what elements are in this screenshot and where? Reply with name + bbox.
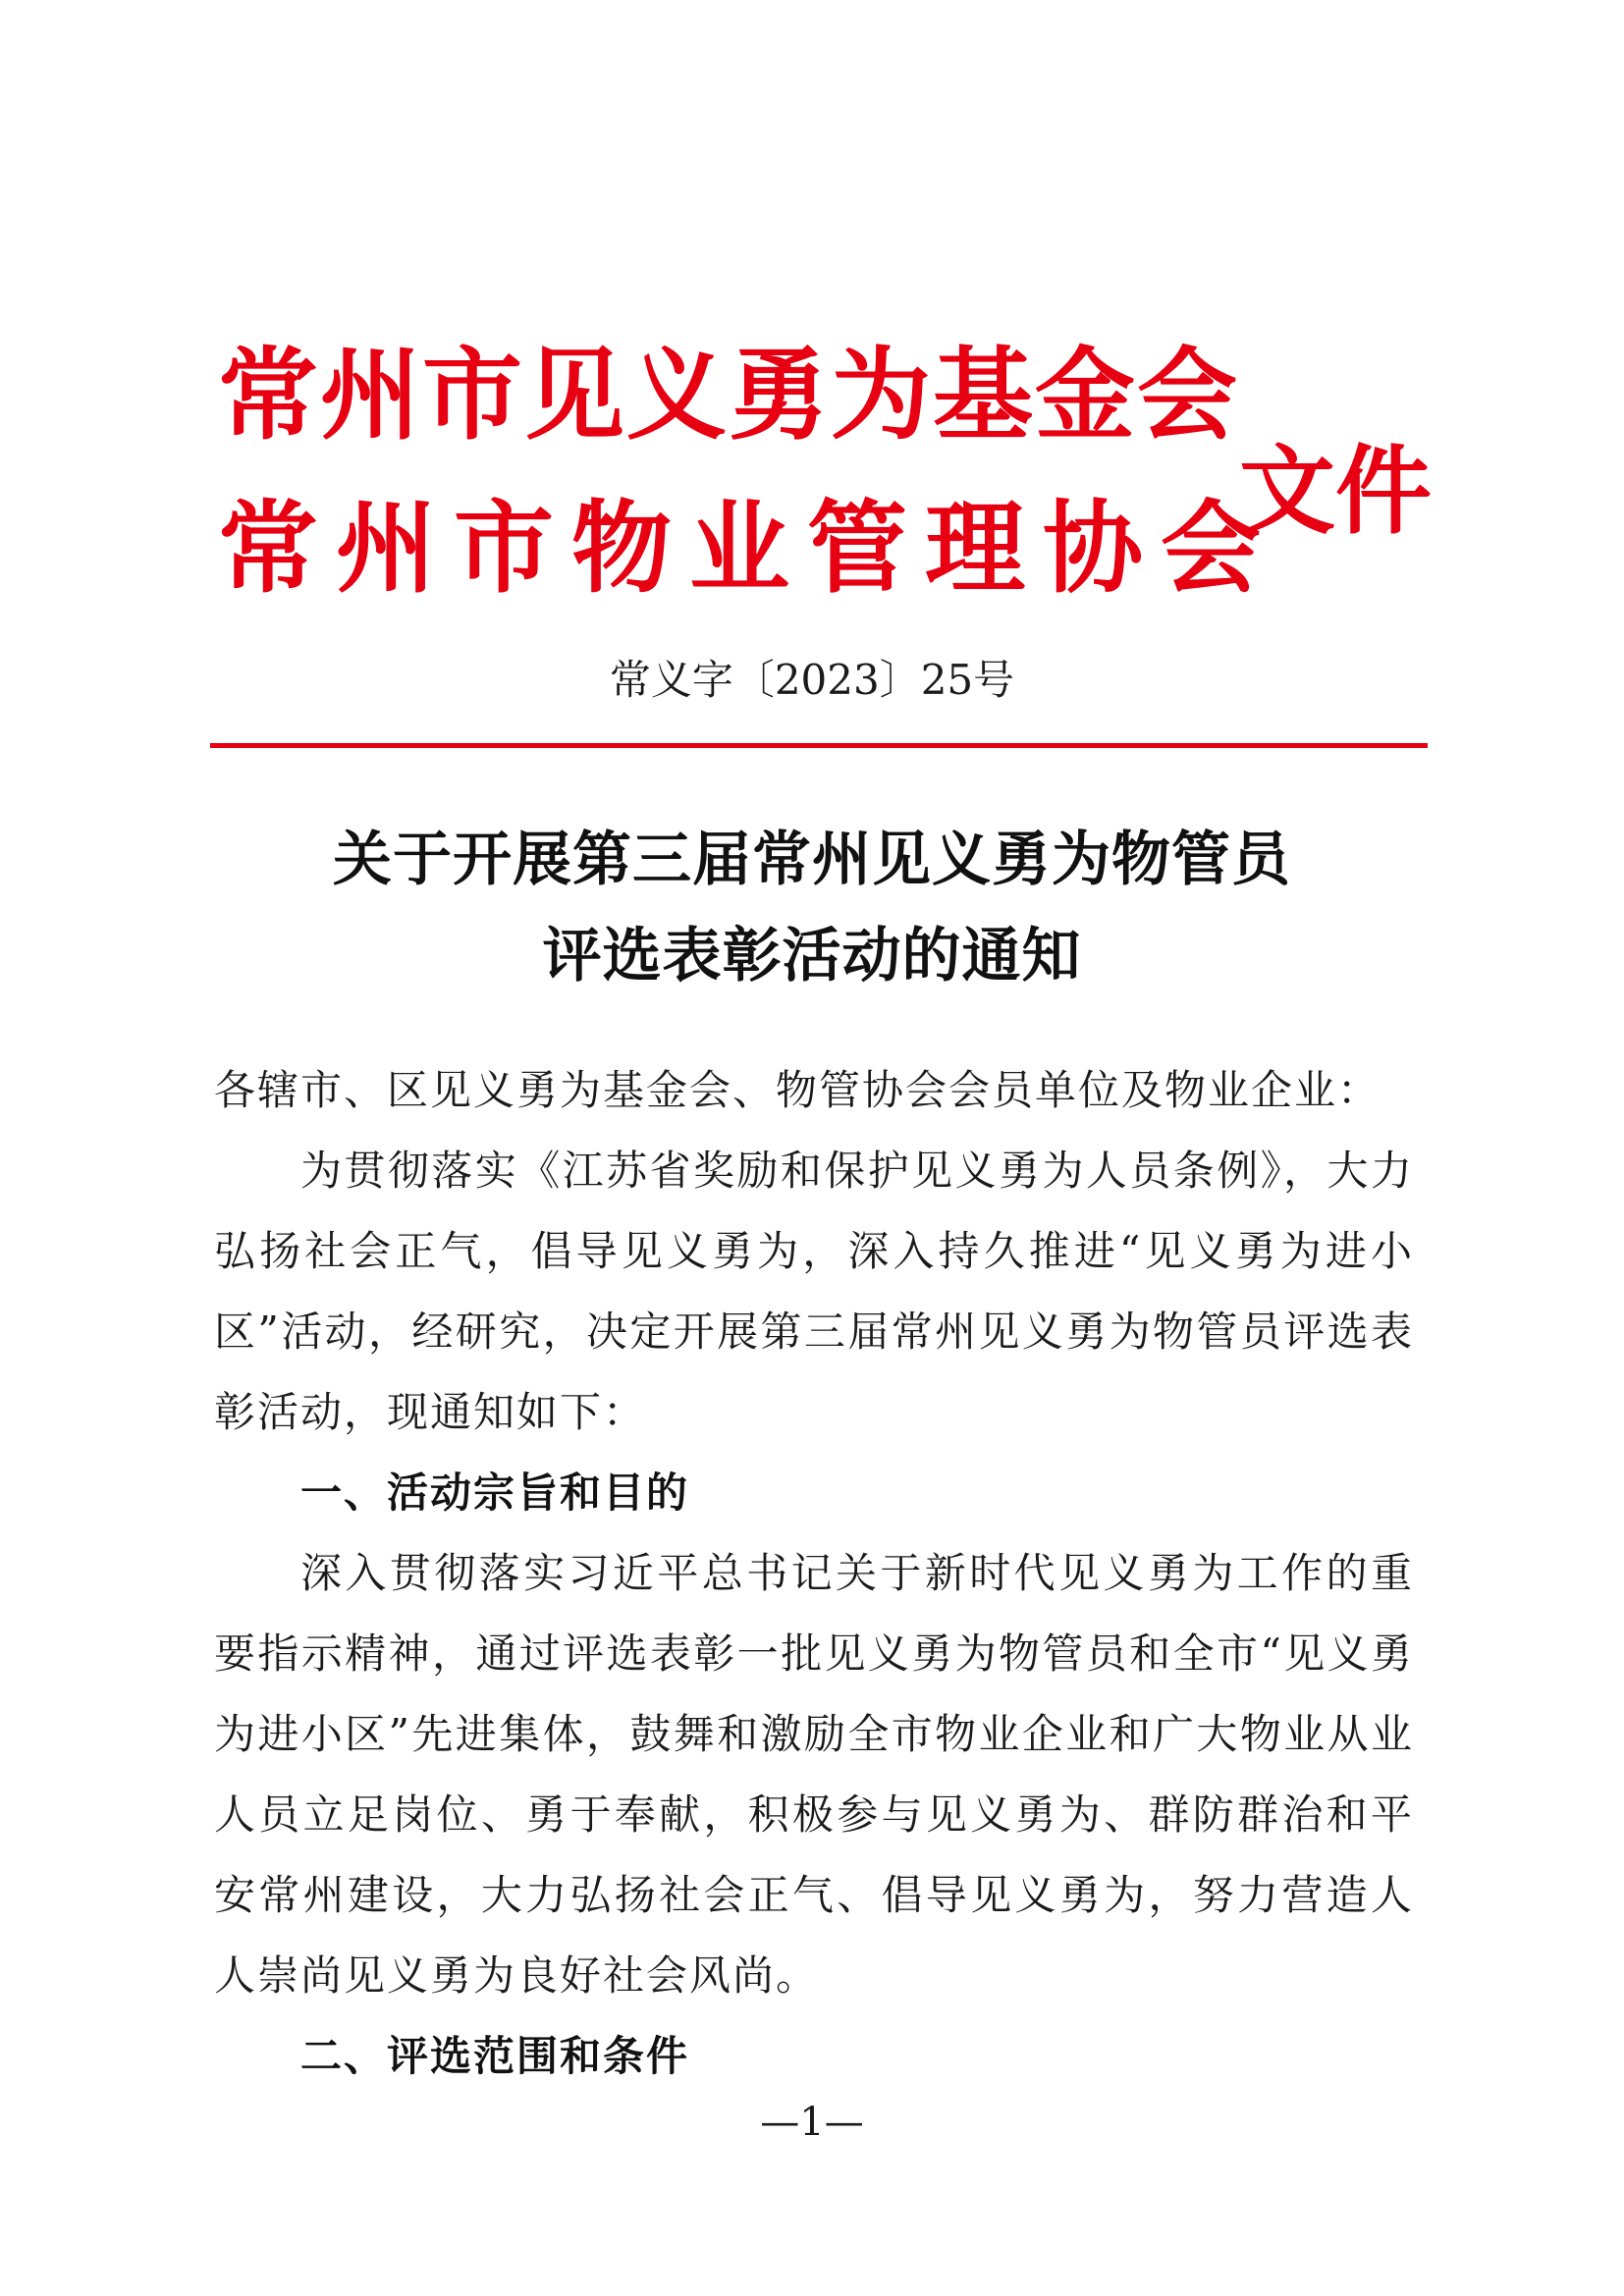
page-number: —1— [760, 2100, 864, 2145]
salutation: 各辖市、区见义勇为基金会、物管协会会员单位及物业企业： [214, 1066, 1381, 1114]
document-number: 常义字〔2023〕25号 [609, 656, 1015, 704]
issuer-name-1: 常州市见义勇为基金会 [218, 337, 1239, 454]
document-title-line-2: 评选表彰活动的通知 [542, 922, 1082, 990]
document-title-line-1: 关于开展第三届常州见义勇为物管员 [333, 826, 1291, 894]
document-type-label: 文件 [1239, 435, 1433, 548]
red-separator-line [210, 743, 1428, 748]
intro-paragraph: 为贯彻落实《江苏省奖励和保护见义勇为人员条例》，大力弘扬社会正气，倡导见义勇为，深入持久推进“见义勇为进小区”活动，经研究，决定开展第三届常州见义勇为物管员评选表彰活动，现通知如下： [214, 1147, 1414, 1436]
document-body [214, 1050, 1414, 2097]
section-1-paragraph: 深入贯彻落实习近平总书记关于新时代见义勇为工作的重要指示精神，通过评选表彰一批见义勇为物管员和全市“见义勇为进小区”先进集体，鼓舞和激励全市物业企业和广大物业从业人员立足岗位、勇于奉献，积极参与见义勇为、群防群治和平安常州建设，大力弘扬社会正气、倡导见义勇为，努力营造人人崇尚见义勇为良好社会风尚。 [214, 1549, 1414, 2000]
section-heading-2: 二、评选范围和条件 [300, 2032, 690, 2080]
section-heading-1: 一、活动宗旨和目的 [300, 1468, 690, 1517]
issuer-name-2: 常州市物业管理协会 [218, 490, 1278, 608]
